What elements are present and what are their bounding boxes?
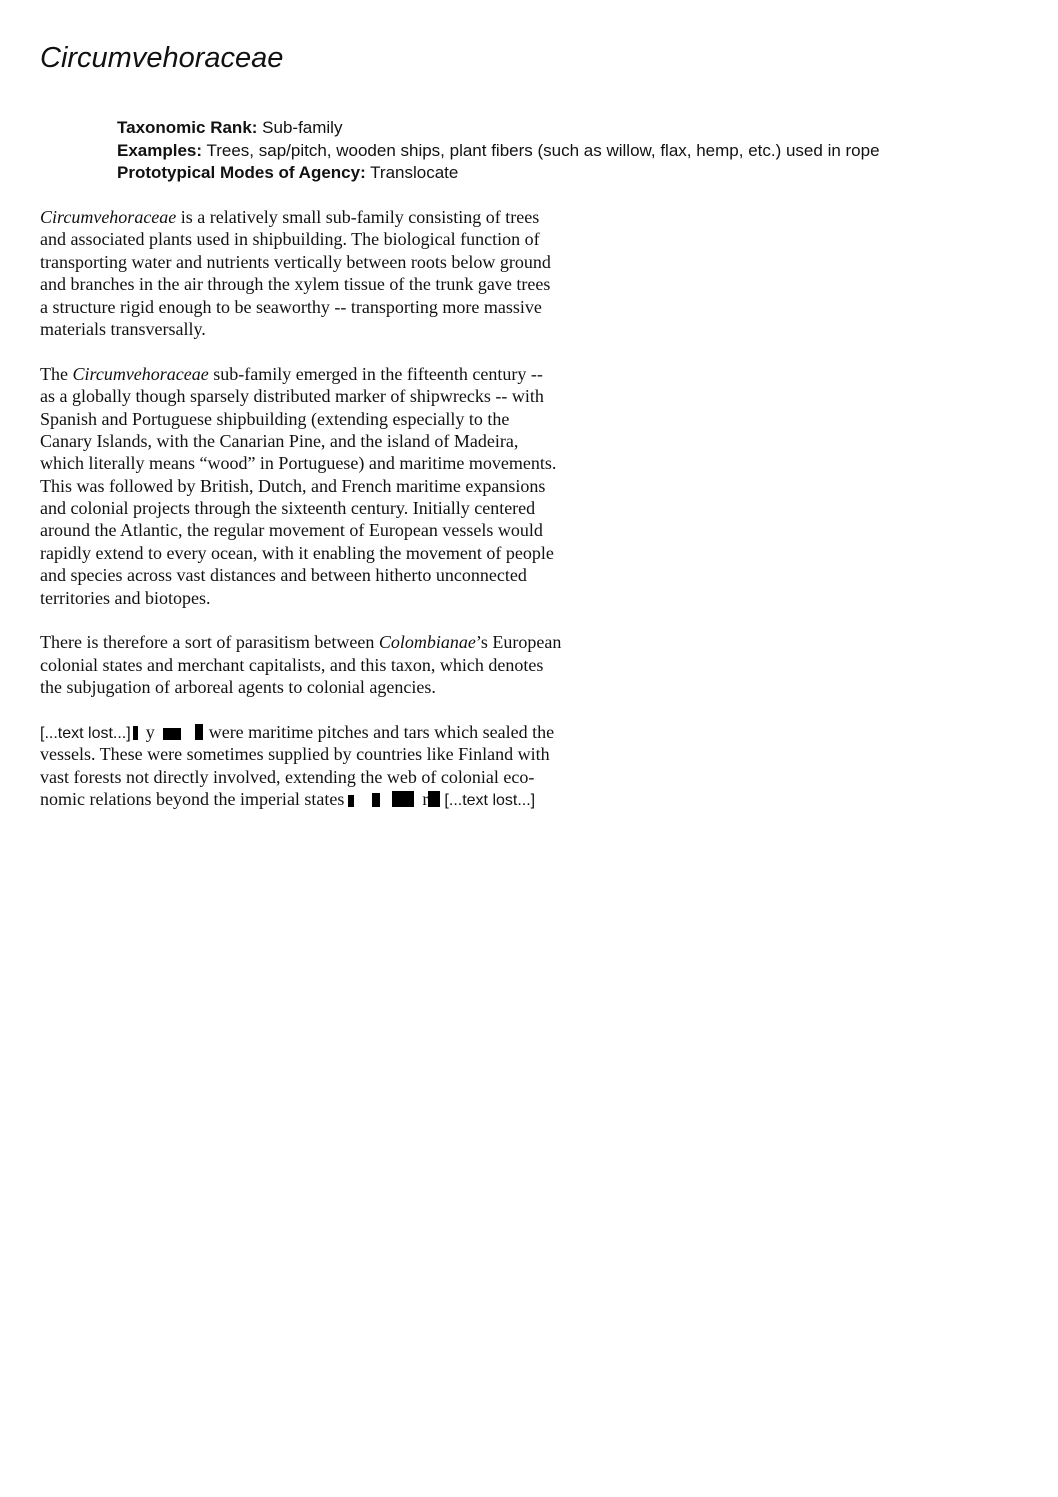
body-text <box>40 206 700 833</box>
examples-label: Examples: <box>117 140 203 160</box>
redaction-block <box>392 791 414 807</box>
taxon-name: Circumvehoraceae <box>72 363 209 384</box>
text-line: This was followed by British, Dutch, and French maritime expansions <box>40 475 546 496</box>
text-line: as a globally though sparsely distributed marker of shipwrecks -- with <box>40 386 544 407</box>
redaction-block <box>195 724 203 740</box>
taxonomic-rank-value: Sub-family <box>257 118 343 137</box>
text-line <box>40 788 700 810</box>
text-lost-marker: [...text lost...] <box>40 724 131 742</box>
taxonomic-rank-label: Taxonomic Rank: <box>117 118 258 137</box>
text-line: around the Atlantic, the regular movement of European vessels would <box>40 520 543 541</box>
text-line: materials transversally. <box>40 318 206 339</box>
text-span: is a relatively small sub-family consisting of trees <box>176 207 540 227</box>
text-line: and colonial projects through the sixteenth century. Initially centered <box>40 498 536 519</box>
text-fragment: r <box>422 789 429 810</box>
modes-of-agency-label: Prototypical Modes of Agency: <box>117 163 366 182</box>
text-line <box>40 206 700 228</box>
text-line: vessels. These were sometimes supplied by countries like Finland with <box>40 744 550 765</box>
text-span: The <box>40 363 73 384</box>
text-line: and branches in the air through the xylem tissue of the trunk gave trees <box>40 274 551 295</box>
paragraph-4 <box>40 721 700 811</box>
text-line: which literally means “wood” in Portuguese) and maritime movements. <box>40 453 557 474</box>
paragraph-1 <box>40 206 700 340</box>
text-line: rapidly extend to every ocean, with it enabling the movement of people <box>40 542 554 563</box>
paragraph-2 <box>40 363 700 609</box>
text-line: a structure rigid enough to be seaworthy -- transporting more massive <box>40 296 542 317</box>
text-line: Canary Islands, with the Canarian Pine, and the island of Madeira, <box>40 430 519 451</box>
redaction-block <box>428 791 440 807</box>
text-line: and species across vast distances and between hitherto unconnected <box>40 565 527 586</box>
text-line <box>40 631 700 653</box>
text-span: There is therefore a sort of parasitism between <box>40 632 379 653</box>
text-span: ’s European <box>475 632 562 653</box>
examples-row <box>117 140 880 163</box>
taxon-name: Circumvehoraceae <box>40 207 177 227</box>
redaction-block <box>348 795 354 807</box>
text-span: sub-family emerged in the fifteenth century -- <box>208 363 543 384</box>
text-line: transporting water and nutrients vertically between roots below ground <box>40 251 551 272</box>
redaction-block <box>133 726 138 740</box>
text-line: the subjugation of arboreal agents to colonial agencies. <box>40 677 436 698</box>
modes-of-agency-row <box>117 162 880 185</box>
page-title: Circumvehoraceae <box>40 42 284 74</box>
taxon-name: Colombianae <box>378 632 476 653</box>
examples-value: Trees, sap/pitch, wooden ships, plant fibers (such as willow, flax, hemp, etc.) used in rope <box>202 140 880 160</box>
taxonomy-metadata <box>117 117 880 185</box>
text-line: and associated plants used in shipbuilding. The biological function of <box>40 229 540 250</box>
text-fragment: y <box>145 721 155 742</box>
text-line <box>40 363 700 385</box>
text-lost-marker: [...text lost...] <box>444 792 536 810</box>
modes-of-agency-value: Translocate <box>365 163 459 182</box>
text-line: colonial states and merchant capitalists, and this taxon, which denotes <box>40 654 544 675</box>
redaction-block <box>372 793 380 807</box>
text-line: Spanish and Portuguese shipbuilding (extending especially to the <box>40 408 510 429</box>
taxonomic-rank-row <box>117 117 880 140</box>
text-span: were maritime pitches and tars which sealed the <box>208 721 555 742</box>
text-span: nomic relations beyond the imperial states <box>40 789 345 810</box>
text-line: vast forests not directly involved, extending the web of colonial eco- <box>40 766 535 787</box>
text-line <box>40 721 700 743</box>
redaction-block <box>163 728 181 740</box>
paragraph-3 <box>40 631 700 698</box>
text-line: territories and biotopes. <box>40 587 211 608</box>
